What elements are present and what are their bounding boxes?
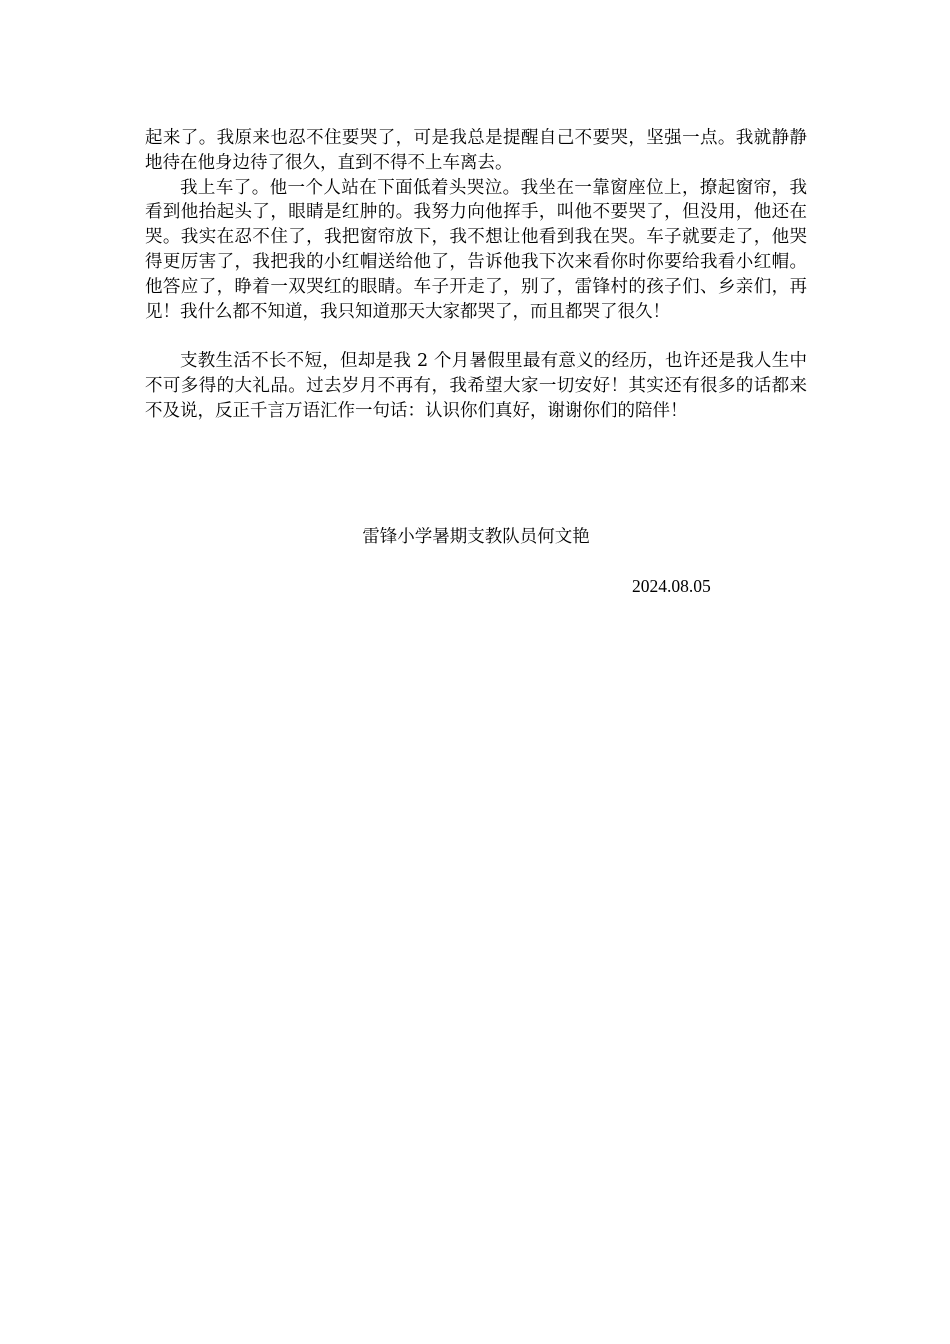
paragraph-departure: 我上车了。他一个人站在下面低着头哭泣。我坐在一靠窗座位上，撩起窗帘，我看到他抬起头了，眼睛是红肿的。我努力向他挥手，叫他不要哭了，但没用，他还在哭。我实在忍不住了，我把窗帘放下，我不想让他看到我在哭。车子就要走了，他哭得更厉害了，我把我的小红帽送给他了，告诉他我下次来看你时你要给我看小红帽。他答应了，睁着一双哭红的眼睛。车子开走了，别了，雷锋村的孩子们、乡亲们，再见！我什么都不知道，我只知道那天大家都哭了，而且都哭了很久！ [145,177,807,322]
document-date: 2024.08.05 [632,576,711,596]
paragraph-continuation: 起来了。我原来也忍不住要哭了，可是我总是提醒自己不要哭，坚强一点。我就静静地待在他身边待了很久，直到不得不上车离去。 [145,128,807,173]
author-signature: 雷锋小学暑期支教队员何文艳 [362,527,590,547]
paragraph-spacer [145,324,807,349]
paragraph-closing: 支教生活不长不短，但却是我 2 个月暑假里最有意义的经历，也许还是我人生中不可多得的大礼品。过去岁月不再有，我希望大家一切安好！其实还有很多的话都来不及说，反正千言万语汇作一句话：认识你们真好，谢谢你们的陪伴！ [145,351,807,421]
document-body [145,126,807,424]
